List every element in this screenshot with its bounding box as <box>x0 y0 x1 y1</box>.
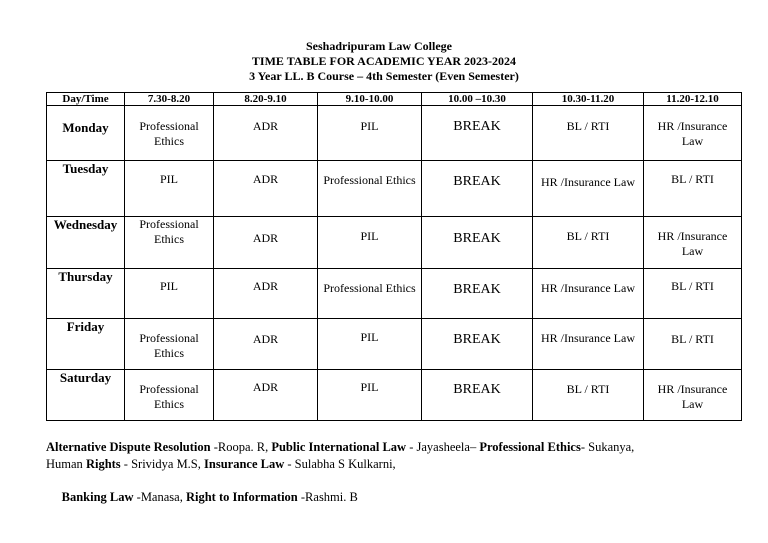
faculty-name: - Sulabha S Kulkarni, <box>284 456 396 471</box>
table-row <box>47 269 742 319</box>
table-cell: PIL <box>318 319 422 370</box>
day-label: Thursday <box>47 269 125 319</box>
subject-name: Rights <box>85 456 121 471</box>
break-cell: BREAK <box>422 217 533 269</box>
column-header: 11.20-12.10 <box>644 93 742 106</box>
table-cell: Professional Ethics <box>125 319 214 370</box>
faculty-legend <box>46 439 746 522</box>
table-cell: ADR <box>214 269 318 319</box>
table-cell: Professional Ethics <box>318 269 422 319</box>
table-cell: BL / RTI <box>533 106 644 161</box>
table-cell: BL / RTI <box>533 370 644 421</box>
legend-line-3 <box>46 472 746 522</box>
day-label: Monday <box>47 106 125 161</box>
table-cell: ADR <box>214 217 318 269</box>
column-header: 10.30-11.20 <box>533 93 644 106</box>
table-cell: Professional Ethics <box>125 370 214 421</box>
table-cell: Professional Ethics <box>125 217 214 269</box>
faculty-name: - Srividya M.S, <box>120 456 205 471</box>
break-cell: BREAK <box>422 319 533 370</box>
day-label: Saturday <box>47 370 125 421</box>
timetable-title: TIME TABLE FOR ACADEMIC YEAR 2023-2024 <box>251 54 517 68</box>
table-cell: BL / RTI <box>644 161 742 217</box>
column-header: Day/Time <box>47 93 125 106</box>
document-header <box>0 39 768 84</box>
table-cell: HR /Insurance Law <box>533 319 644 370</box>
subject-name: Right to Information <box>185 489 298 504</box>
table-cell: HR /Insurance Law <box>644 370 742 421</box>
table-cell: BL / RTI <box>533 217 644 269</box>
break-cell: BREAK <box>422 370 533 421</box>
college-name: Seshadripuram Law College <box>305 39 452 53</box>
break-cell: BREAK <box>422 106 533 161</box>
break-cell: BREAK <box>422 269 533 319</box>
legend-line-1 <box>46 439 746 456</box>
subject-name: Alternative Dispute Resolution <box>46 440 211 454</box>
table-cell: Professional Ethics <box>318 161 422 217</box>
table-cell: HR /Insurance Law <box>533 269 644 319</box>
table-cell: ADR <box>214 106 318 161</box>
column-header: 10.00 –10.30 <box>422 93 533 106</box>
break-cell: BREAK <box>422 161 533 217</box>
faculty-name: - Jayasheela– <box>406 440 480 454</box>
table-cell: PIL <box>125 161 214 217</box>
table-cell: HR /Insurance Law <box>644 217 742 269</box>
table-row <box>47 161 742 217</box>
table-cell: PIL <box>318 370 422 421</box>
subject-name: Professional Ethics <box>479 440 581 454</box>
faculty-name: -Roopa. R, <box>210 440 272 454</box>
header-row <box>47 93 742 106</box>
legend-line-2 <box>46 456 746 473</box>
course-subtitle: 3 Year LL. B Course – 4th Semester (Even Semester) <box>249 69 519 83</box>
column-header: 8.20-9.10 <box>214 93 318 106</box>
column-header: 9.10-10.00 <box>318 93 422 106</box>
day-label: Friday <box>47 319 125 370</box>
table-row <box>47 106 742 161</box>
subject-name: Banking Law <box>58 489 134 504</box>
table-row <box>47 217 742 269</box>
table-row <box>47 370 742 421</box>
timetable <box>46 92 742 421</box>
subject-name: Public International Law <box>271 440 407 454</box>
table-cell: PIL <box>125 269 214 319</box>
faculty-name: - Sukanya, <box>580 440 635 454</box>
day-label: Tuesday <box>47 161 125 217</box>
subject-prefix: Human <box>46 456 86 471</box>
column-header: 7.30-8.20 <box>125 93 214 106</box>
table-cell: HR /Insurance Law <box>533 161 644 217</box>
table-cell: BL / RTI <box>644 269 742 319</box>
subject-name: Insurance Law <box>204 456 285 471</box>
table-cell: BL / RTI <box>644 319 742 370</box>
table-cell: HR /Insurance Law <box>644 106 742 161</box>
table-row <box>47 319 742 370</box>
table-cell: PIL <box>318 217 422 269</box>
table-cell: ADR <box>214 370 318 421</box>
faculty-name: -Manasa, <box>133 489 186 504</box>
faculty-name: -Rashmi. B <box>297 489 358 504</box>
table-cell: ADR <box>214 319 318 370</box>
table-cell: ADR <box>214 161 318 217</box>
day-label: Wednesday <box>47 217 125 269</box>
table-cell: PIL <box>318 106 422 161</box>
table-cell: Professional Ethics <box>125 106 214 161</box>
